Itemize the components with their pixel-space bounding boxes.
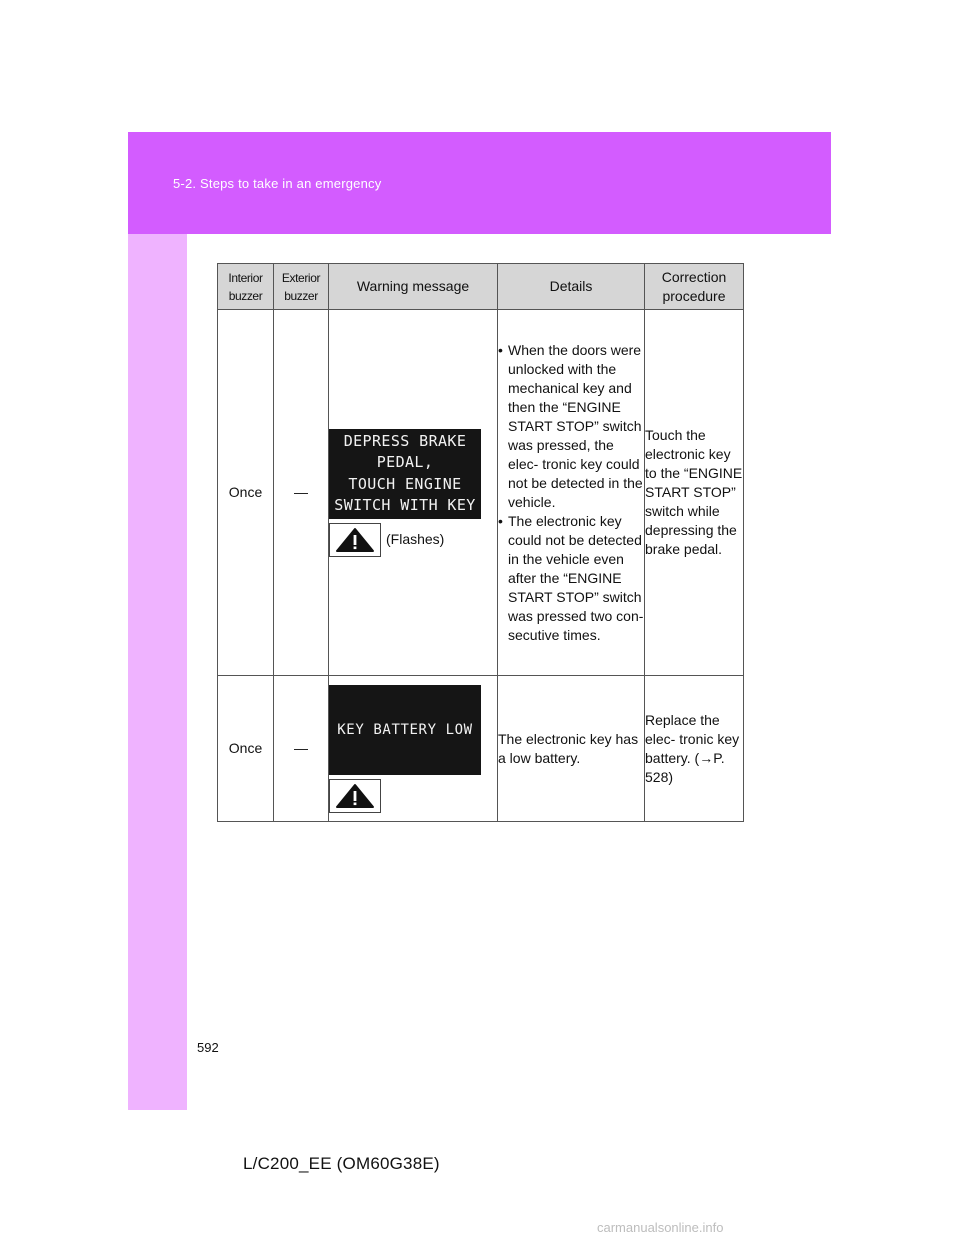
table-header-row (218, 264, 744, 310)
section-title: 5-2. Steps to take in an emergency (173, 176, 382, 191)
warning-message-table (217, 263, 744, 822)
details-list (498, 341, 644, 645)
list-item: • The electronic key could not be detected in the vehicle even after the “ENGINE START STOP” switch was pressed two con- secutive times. (498, 512, 644, 645)
interior-buzzer-value: Once (218, 676, 274, 822)
table-row (218, 310, 744, 676)
document-code: L/C200_EE (OM60G38E) (243, 1154, 440, 1173)
flashes-note: (Flashes) (386, 531, 445, 547)
correction-cell: Replace the elec- tronic key battery. (→P. 528) (645, 676, 744, 822)
multi-info-display: KEY BATTERY LOW (329, 685, 481, 775)
interior-buzzer-value: Once (218, 310, 274, 676)
details-cell: The electronic key has a low battery. (498, 676, 645, 822)
exterior-buzzer-value: — (274, 676, 329, 822)
watermark: carmanualsonline.info (597, 1220, 724, 1235)
exterior-buzzer-value: — (274, 310, 329, 676)
warning-message-cell (329, 310, 498, 676)
correction-cell: Touch the electronic key to the “ENGINE START STOP” switch while depressing the brake pedal. (645, 310, 744, 676)
page-number: 592 (197, 1040, 219, 1055)
table-row (218, 676, 744, 822)
details-cell (498, 310, 645, 676)
warning-message-cell (329, 676, 498, 822)
col-interior-buzzer: Interior buzzer (218, 264, 274, 310)
multi-info-display: DEPRESS BRAKE PEDAL, TOUCH ENGINE SWITCH WITH KEY (329, 429, 481, 519)
warning-triangle-icon (329, 523, 381, 557)
col-details: Details (498, 264, 645, 310)
list-item: • When the doors were unlocked with the mechanical key and then the “ENGINE START STOP” switch was pressed, the elec- tronic key could not be detected in the vehicle. (498, 341, 644, 512)
side-tab-strip (128, 234, 187, 1110)
col-exterior-buzzer: Exterior buzzer (274, 264, 329, 310)
warning-triangle-icon (329, 779, 381, 813)
col-correction-procedure: Correction procedure (645, 264, 744, 310)
col-warning-message: Warning message (329, 264, 498, 310)
